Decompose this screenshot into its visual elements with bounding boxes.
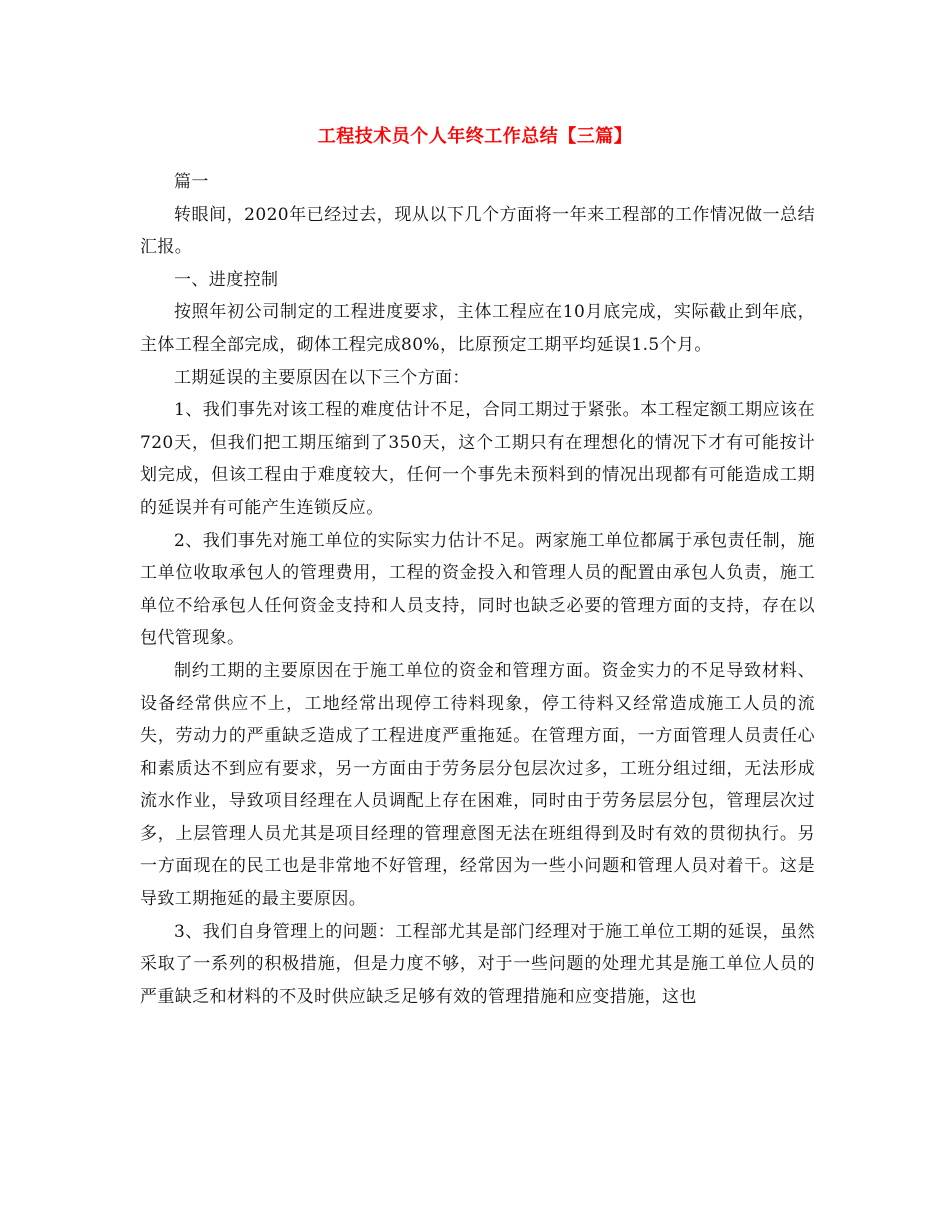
paragraph-reason-1: 1、我们事先对该工程的难度估计不足，合同工期过于紧张。本工程定额工期应该在720天，但我们把工期压缩到了350天，这个工期只有在理想化的情况下才有可能按计划完成，但该工程由于难度较大，任何一个事先未预料到的情况出现都有可能造成工期的延误并有可能产生连锁反应。	[140, 400, 815, 518]
paragraph-reason-3: 3、我们自身管理上的问题：工程部尤其是部门经理对于施工单位工期的延误，虽然采取了一系列的积极措施，但是力度不够，对于一些问题的处理尤其是施工单位人员的严重缺乏和材料的不及时供应缺乏足够有效的管理措施和应变措施，这也	[140, 921, 815, 1007]
paragraph-reason-2: 2、我们事先对施工单位的实际实力估计不足。两家施工单位都属于承包责任制，施工单位收取承包人的管理费用，工程的资金投入和管理人员的配置由承包人负责，施工单位不给承包人任何资金支持和人员支持，同时也缺乏必要的管理方面的支持，存在以包代管现象。	[140, 530, 815, 649]
paragraph-delay-reasons-intro: 工期延误的主要原因在以下三个方面：	[174, 367, 470, 388]
section-heading-part-one: 篇一	[174, 172, 209, 192]
document-body	[140, 160, 815, 1013]
document-title: 工程技术员个人年终工作总结【三篇】	[317, 126, 633, 147]
paragraph-intro: 转眼间，2020年已经过去，现从以下几个方面将一年来工程部的工作情况做一总结汇报。	[140, 204, 815, 258]
section-heading-progress-control: 一、进度控制	[174, 269, 279, 290]
paragraph-progress-status: 按照年初公司制定的工程进度要求，主体工程应在10月底完成，实际截止到年底，主体工程全部完成，砌体工程完成80%，比原预定工期平均延误1.5个月。	[140, 302, 815, 355]
paragraph-main-constraint: 制约工期的主要原因在于施工单位的资金和管理方面。资金实力的不足导致材料、设备经常供应不上，工地经常出现停工待料现象，停工待料又经常造成施工人员的流失，劳动力的严重缺乏造成了工程进度严重拖延。在管理方面，一方面管理人员责任心和素质达不到应有要求，另一方面由于劳务层分包层次过多，工班分组过细，无法形成流水作业，导致项目经理在人员调配上存在困难，同时由于劳务层层分包，管理层次过多，上层管理人员尤其是项目经理的管理意图无法在班组得到及时有效的贯彻执行。另一方面现在的民工也是非常地不好管理，经常因为一些小问题和管理人员对着干。这是导致工期拖延的最主要原因。	[140, 660, 815, 910]
